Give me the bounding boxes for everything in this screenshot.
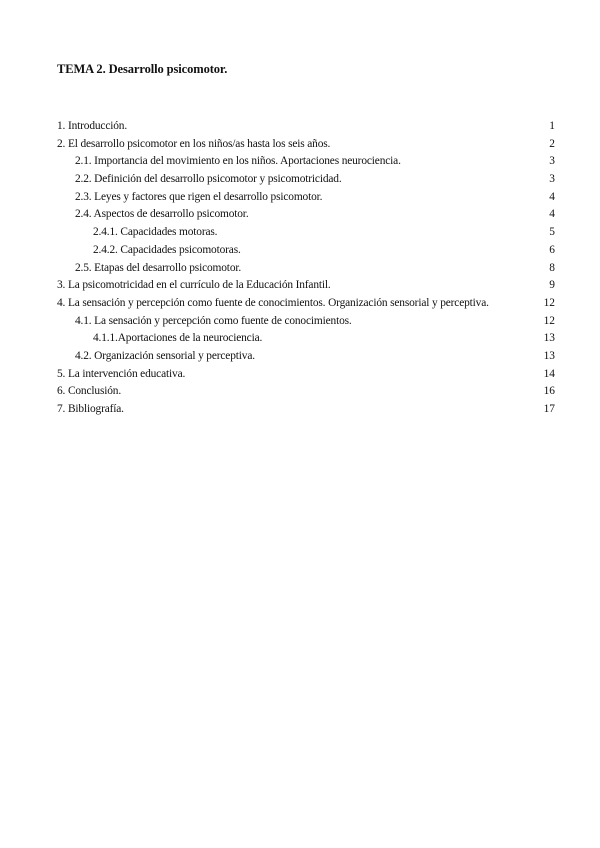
toc-entry-page: 3 [549,155,555,168]
toc-entry-page: 6 [549,243,555,256]
toc-entry-text: 4.1. La sensación y percepción como fuente de conocimientos. [75,314,352,327]
toc-entry-page: 5 [549,226,555,239]
toc-entry-text: 6. Conclusión. [57,385,122,398]
toc-entry-4 [57,295,555,313]
toc-entry-text: 7. Bibliografía. [57,403,124,415]
toc-entry-4-2 [57,348,555,366]
toc-entry-text: 2.4.1. Capacidades motoras. [93,226,218,239]
toc-entry-page: 8 [549,261,555,274]
toc-entry-page: 12 [543,314,555,327]
toc-entry-6 [57,383,555,401]
toc-entry-introduccion [57,118,555,136]
toc-entry-page: 13 [543,349,555,362]
toc-entry-page: 2 [549,137,555,150]
toc-entry-2-1 [57,153,555,171]
toc-entry-text: 3. La psicomotricidad en el currículo de la Educación Infantil. [57,279,331,292]
toc-entry-text: 5. La intervención educativa. [57,367,186,380]
toc-entry-page: 1 [549,120,555,132]
toc-entry-text: 2.4.2. Capacidades psicomotoras. [93,243,241,256]
toc-entry-page: 4 [549,190,555,203]
toc-entry-2-2 [57,171,555,189]
toc-entry-text: 2.2. Definición del desarrollo psicomotor y psicomotricidad. [75,173,342,186]
toc-entry-desarrollo-psicomotor [57,136,555,154]
toc-entry-4-1 [57,313,555,331]
toc-entry-text: 4.1.1.Aportaciones de la neurociencia. [93,332,263,345]
toc-entry-page: 14 [543,367,555,380]
toc-entry-2-3 [57,189,555,207]
toc-entry-text: 1. Introducción. [57,120,128,132]
toc-entry-5 [57,366,555,384]
toc-entry-page: 17 [543,403,555,415]
toc-entry-text: 2.3. Leyes y factores que rigen el desarrollo psicomotor. [75,190,323,203]
toc-entry-2-5 [57,260,555,278]
toc-entry-3 [57,277,555,295]
toc-entry-page: 16 [543,385,555,398]
toc-entry-4-1-1 [57,330,555,348]
page-title: TEMA 2. Desarrollo psicomotor. [57,62,228,76]
toc-entry-page: 9 [549,279,555,292]
toc-entry-page: 12 [543,296,555,309]
toc-entry-text: 2.4. Aspectos de desarrollo psicomotor. [75,208,249,221]
toc-entry-page: 13 [543,332,555,345]
toc-entry-page: 4 [549,208,555,221]
toc-entry-text: 4. La sensación y percepción como fuente de conocimientos. Organización sensorial y perceptiva. [57,296,489,309]
toc-entry-2-4-2 [57,242,555,260]
toc-entry-2-4-1 [57,224,555,242]
toc-entry-2-4 [57,206,555,224]
table-of-contents [57,118,555,419]
toc-entry-7 [57,401,555,419]
toc-entry-text: 2.5. Etapas del desarrollo psicomotor. [75,261,242,274]
toc-entry-page: 3 [549,173,555,186]
toc-entry-text: 4.2. Organización sensorial y perceptiva. [75,349,255,362]
toc-entry-text: 2. El desarrollo psicomotor en los niños/as hasta los seis años. [57,137,331,150]
toc-entry-text: 2.1. Importancia del movimiento en los niños. Aportaciones neurociencia. [75,155,401,168]
